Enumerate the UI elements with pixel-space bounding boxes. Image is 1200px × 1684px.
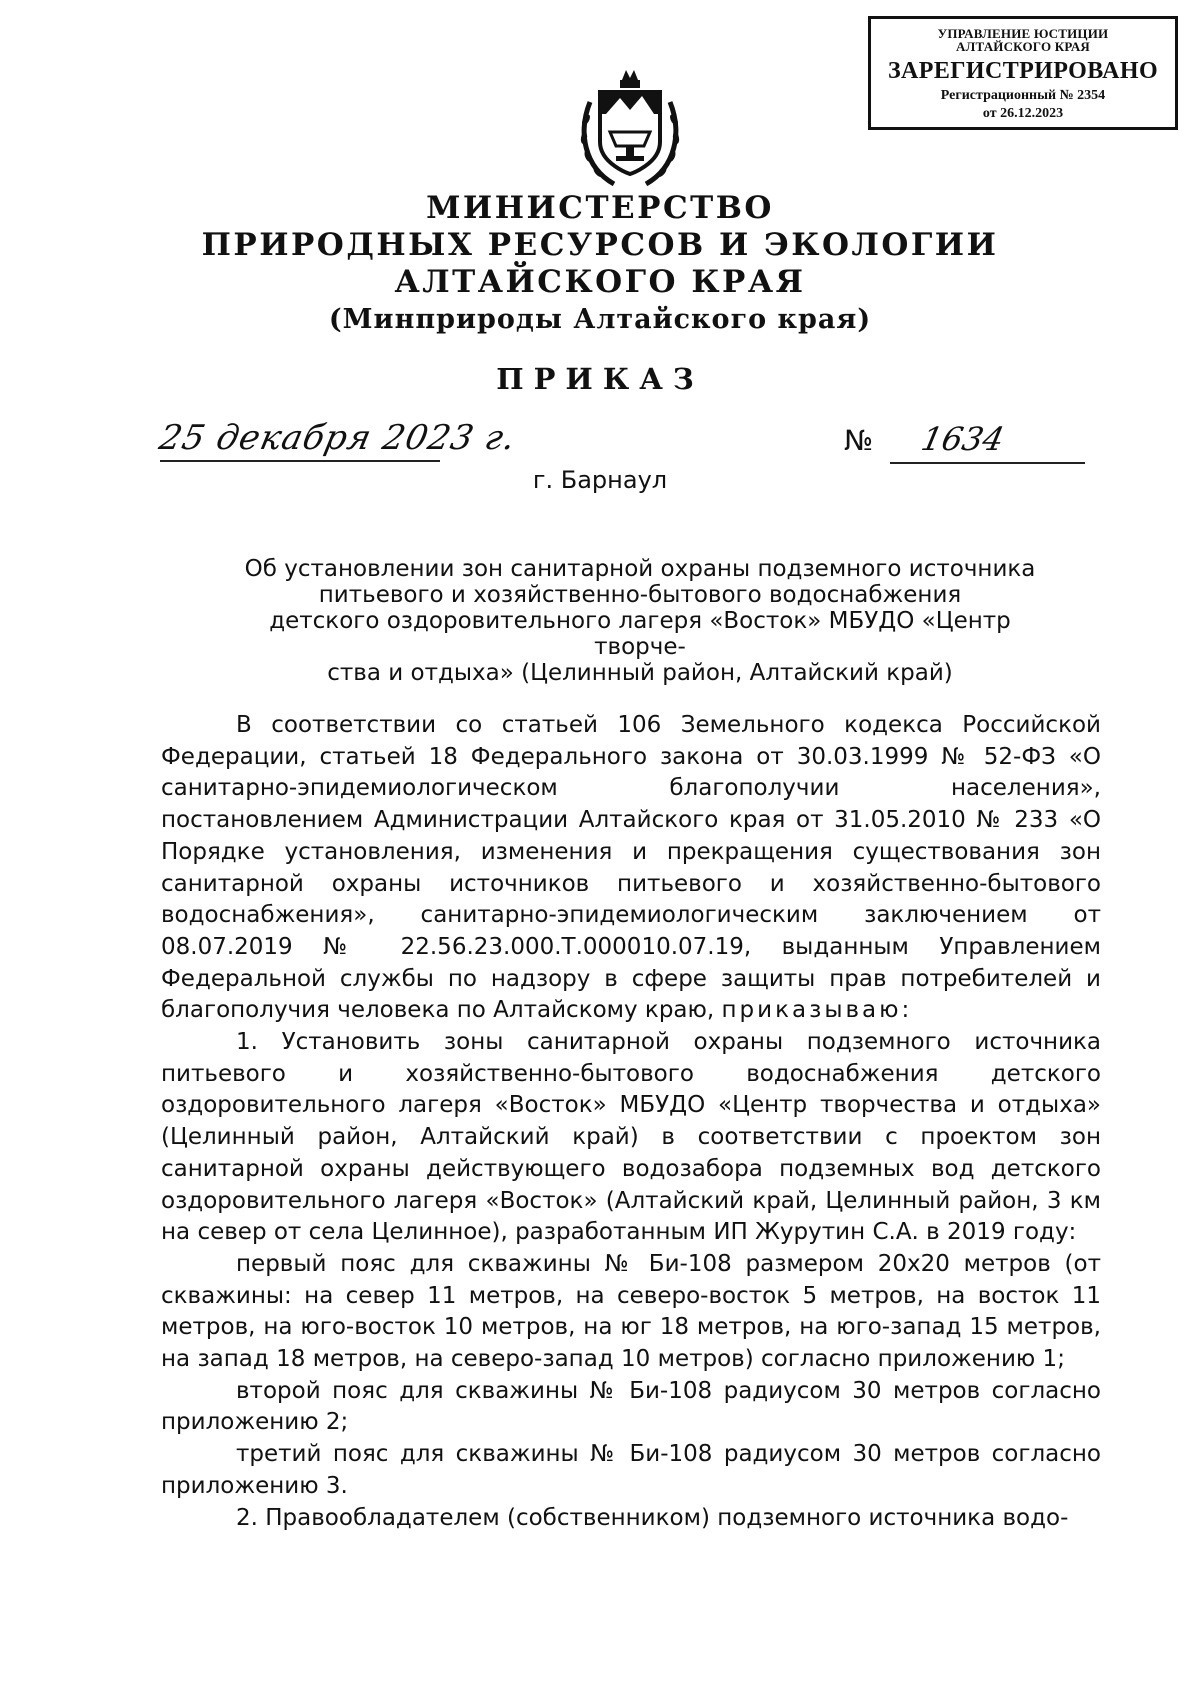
stamp-department-line1: УПРАВЛЕНИЕ ЮСТИЦИИ (937, 26, 1109, 41)
belt-2: второй пояс для скважины № Би-108 радиусом 30 метров согласно приложению 2; (161, 1377, 1101, 1436)
document-type: ПРИКАЗ (496, 362, 704, 396)
item-1: 1. Установить зоны санитарной охраны подземного источника питьевого и хозяйственно-бытового водоснабжения детского оздоровительного лагеря «Восток» МБУДО «Центр творчества и отдыха» (Целинный район, Алтайский край) в соответствии с проектом зон санитарной охраны действующего водозабора подземных вод детского оздоровительного лагеря «Восток» (Алтайский край, Целинный район, 3 км на север от села Целинное), разработанным ИП Журутин С.А. в 2019 году: (161, 1029, 1101, 1246)
coat-of-arms-icon (570, 62, 690, 196)
ministry-line3: АЛТАЙСКОГО КРАЯ (394, 264, 806, 300)
number-prefix: № (844, 424, 874, 457)
ministry-title (0, 190, 1200, 338)
date-underline (160, 460, 440, 462)
city: г. Барнаул (532, 466, 668, 494)
stamp-reg-number: Регистрационный № 2354 (940, 88, 1106, 103)
preamble-text: В соответствии со статьей 106 Земельного кодекса Российской Федерации, статьей 18 Федерального закона от 30.03.1999 № 52-ФЗ «О санитарно-эпидемиологическом благополучии населения», постановлением Администрации Алтайского края от 31.05.2010 № 233 «О Порядке установления, изменения и прекращения существования зон санитарной охраны источников питьевого и хозяйственно-бытового водоснабжения», санитарно-эпидемиологическим заключением от 08.07.2019 № 22.56.23.000.Т.000010.07.19, выданным Управлением Федеральной службы по надзору в сфере защиты прав потребителей и благополучия человека по Алтайскому краю, (161, 712, 1101, 1024)
ministry-line2: ПРИРОДНЫХ РЕСУРСОВ И ЭКОЛОГИИ (201, 227, 999, 263)
ministry-line1: МИНИСТЕРСТВО (426, 190, 774, 226)
order-subject (230, 556, 1050, 686)
subject-line1: Об установлении зон санитарной охраны подземного источника (244, 556, 1036, 582)
handwritten-number: 1634 (917, 420, 1008, 458)
stamp-department-line2: АЛТАЙСКОГО КРАЯ (956, 39, 1090, 54)
stamp-reg-date: от 26.12.2023 (982, 106, 1064, 121)
registration-stamp (868, 16, 1178, 130)
preamble-paragraph (161, 710, 1101, 1027)
order-word: приказываю: (721, 997, 913, 1024)
handwritten-date: 25 декабря 2023 г. (155, 418, 520, 458)
belt-3: третий пояс для скважины № Би-108 радиусом 30 метров согласно приложению 3. (161, 1441, 1101, 1499)
ministry-short-name: (Минприроды Алтайского края) (328, 304, 872, 335)
subject-line2: питьевого и хозяйственно-бытового водоснабжения (318, 582, 962, 608)
belt-1: первый пояс для скважины № Би-108 размером 20х20 метров (от скважины: на север 11 метров, на северо-восток 5 метров, на восток 11 метров, на юго-восток 10 метров, на юг 18 метров, на юго-запад 15 метров, на запад 18 метров, на северо-запад 10 метров) согласно приложению 1; (161, 1250, 1101, 1373)
order-body (161, 710, 1101, 1534)
item-2: 2. Правообладателем (собственником) подземного источника водо- (236, 1504, 1069, 1531)
subject-line3: детского оздоровительного лагеря «Восток» МБУДО «Центр творче- (269, 608, 1011, 660)
subject-line4: ства и отдыха» (Целинный район, Алтайский край) (327, 660, 953, 686)
stamp-department (871, 27, 1175, 53)
number-underline (890, 462, 1085, 464)
stamp-status: ЗАРЕГИСТРИРОВАНО (887, 58, 1159, 84)
